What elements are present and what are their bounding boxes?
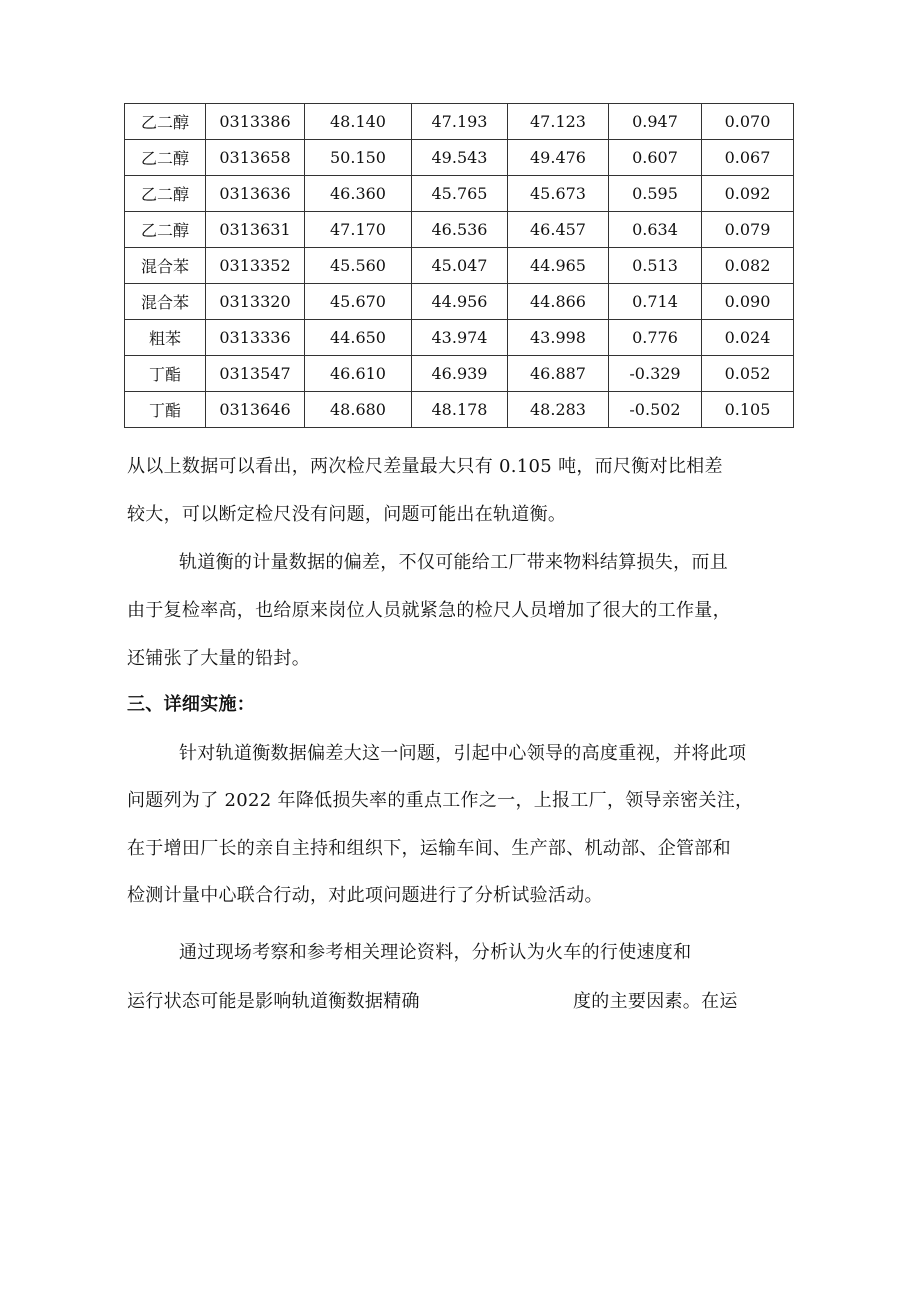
table-cell: 45.047 (412, 248, 508, 284)
table-cell: 44.866 (508, 284, 609, 320)
paragraph-2-line-3: 还铺张了大量的铅封。 (127, 648, 310, 669)
table-cell: 44.956 (412, 284, 508, 320)
table-cell: 46.360 (305, 176, 412, 212)
table-row (125, 140, 794, 176)
table-cell: -0.329 (609, 356, 702, 392)
paragraph-4-line-1: 通过现场考察和参考相关理论资料，分析认为火车的行使速度和 (179, 942, 692, 963)
table-cell: 0.067 (702, 140, 794, 176)
section-heading: 三、详细实施： (127, 694, 256, 715)
table-cell: 0313320 (206, 284, 305, 320)
table-cell: 47.170 (305, 212, 412, 248)
paragraph-3-line-2: 问题列为了 2022 年降低损失率的重点工作之一，上报工厂，领导亲密关注， (127, 790, 754, 811)
table-cell: 0313636 (206, 176, 305, 212)
table-cell: 0.595 (609, 176, 702, 212)
table-cell: 46.536 (412, 212, 508, 248)
paragraph-2-line-2: 由于复检率高，也给原来岗位人员就紧急的检尺人员增加了很大的工作量， (127, 600, 731, 621)
table-cell: 47.123 (508, 104, 609, 140)
table-cell: 0.070 (702, 104, 794, 140)
table-cell: 46.457 (508, 212, 609, 248)
table-cell: 48.283 (508, 392, 609, 428)
table-cell: 49.476 (508, 140, 609, 176)
paragraph-4-line-2a: 运行状态可能是影响轨道衡数据精确 (127, 991, 420, 1012)
table-cell: 0.947 (609, 104, 702, 140)
table-cell: 丁酯 (125, 392, 206, 428)
table-cell: 0.079 (702, 212, 794, 248)
table-cell: 0.513 (609, 248, 702, 284)
table-cell: 44.965 (508, 248, 609, 284)
table-cell: 丁酯 (125, 356, 206, 392)
table-cell: 45.670 (305, 284, 412, 320)
table-row (125, 284, 794, 320)
paragraph-3-line-1: 针对轨道衡数据偏差大这一问题，引起中心领导的高度重视，并将此项 (179, 743, 747, 764)
paragraph-1-line-1: 从以上数据可以看出，两次检尺差量最大只有 0.105 吨，而尺衡对比相差 (127, 456, 723, 477)
table-cell: 44.650 (305, 320, 412, 356)
table-cell: 0.607 (609, 140, 702, 176)
table-cell: 乙二醇 (125, 140, 206, 176)
table-row (125, 104, 794, 140)
table-cell: 混合苯 (125, 284, 206, 320)
table-cell: 43.974 (412, 320, 508, 356)
table-cell: 0313386 (206, 104, 305, 140)
table-row (125, 248, 794, 284)
paragraph-2-line-1: 轨道衡的计量数据的偏差，不仅可能给工厂带来物料结算损失，而且 (179, 552, 728, 573)
table-cell: 乙二醇 (125, 176, 206, 212)
table-row (125, 392, 794, 428)
paragraph-1-line-2: 较大，可以断定检尺没有问题，问题可能出在轨道衡。 (127, 504, 567, 525)
table-cell: 45.560 (305, 248, 412, 284)
table-cell: 45.765 (412, 176, 508, 212)
paragraph-3-line-4: 检测计量中心联合行动，对此项问题进行了分析试验活动。 (127, 885, 603, 906)
table-cell: 48.178 (412, 392, 508, 428)
table-cell: 0.776 (609, 320, 702, 356)
table-cell: 0313631 (206, 212, 305, 248)
table-cell: 0313336 (206, 320, 305, 356)
weighing-comparison-table (124, 103, 794, 428)
table-cell: 0.024 (702, 320, 794, 356)
table-cell: 乙二醇 (125, 212, 206, 248)
table-row (125, 356, 794, 392)
table-row (125, 212, 794, 248)
table-cell: 48.680 (305, 392, 412, 428)
table-cell: 0313547 (206, 356, 305, 392)
table-row (125, 320, 794, 356)
table-cell: 47.193 (412, 104, 508, 140)
table-cell: 0.092 (702, 176, 794, 212)
table-cell: 0.634 (609, 212, 702, 248)
paragraph-3-line-3: 在于增田厂长的亲自主持和组织下，运输车间、生产部、机动部、企管部和 (127, 838, 731, 859)
table-cell: 0.082 (702, 248, 794, 284)
table-cell: 50.150 (305, 140, 412, 176)
table-cell: 粗苯 (125, 320, 206, 356)
table-cell: 48.140 (305, 104, 412, 140)
table-cell: -0.502 (609, 392, 702, 428)
table-cell: 46.610 (305, 356, 412, 392)
table-cell: 43.998 (508, 320, 609, 356)
table-cell: 0.105 (702, 392, 794, 428)
table-cell: 45.673 (508, 176, 609, 212)
table-cell: 0313352 (206, 248, 305, 284)
table-cell: 乙二醇 (125, 104, 206, 140)
table-cell: 混合苯 (125, 248, 206, 284)
table-cell: 0.052 (702, 356, 794, 392)
table-cell: 49.543 (412, 140, 508, 176)
table-cell: 0.090 (702, 284, 794, 320)
table-cell: 46.887 (508, 356, 609, 392)
table-cell: 0313646 (206, 392, 305, 428)
table-cell: 0313658 (206, 140, 305, 176)
table-cell: 0.714 (609, 284, 702, 320)
paragraph-4-line-2b: 度的主要因素。在运 (573, 991, 738, 1012)
table-cell: 46.939 (412, 356, 508, 392)
table-row (125, 176, 794, 212)
